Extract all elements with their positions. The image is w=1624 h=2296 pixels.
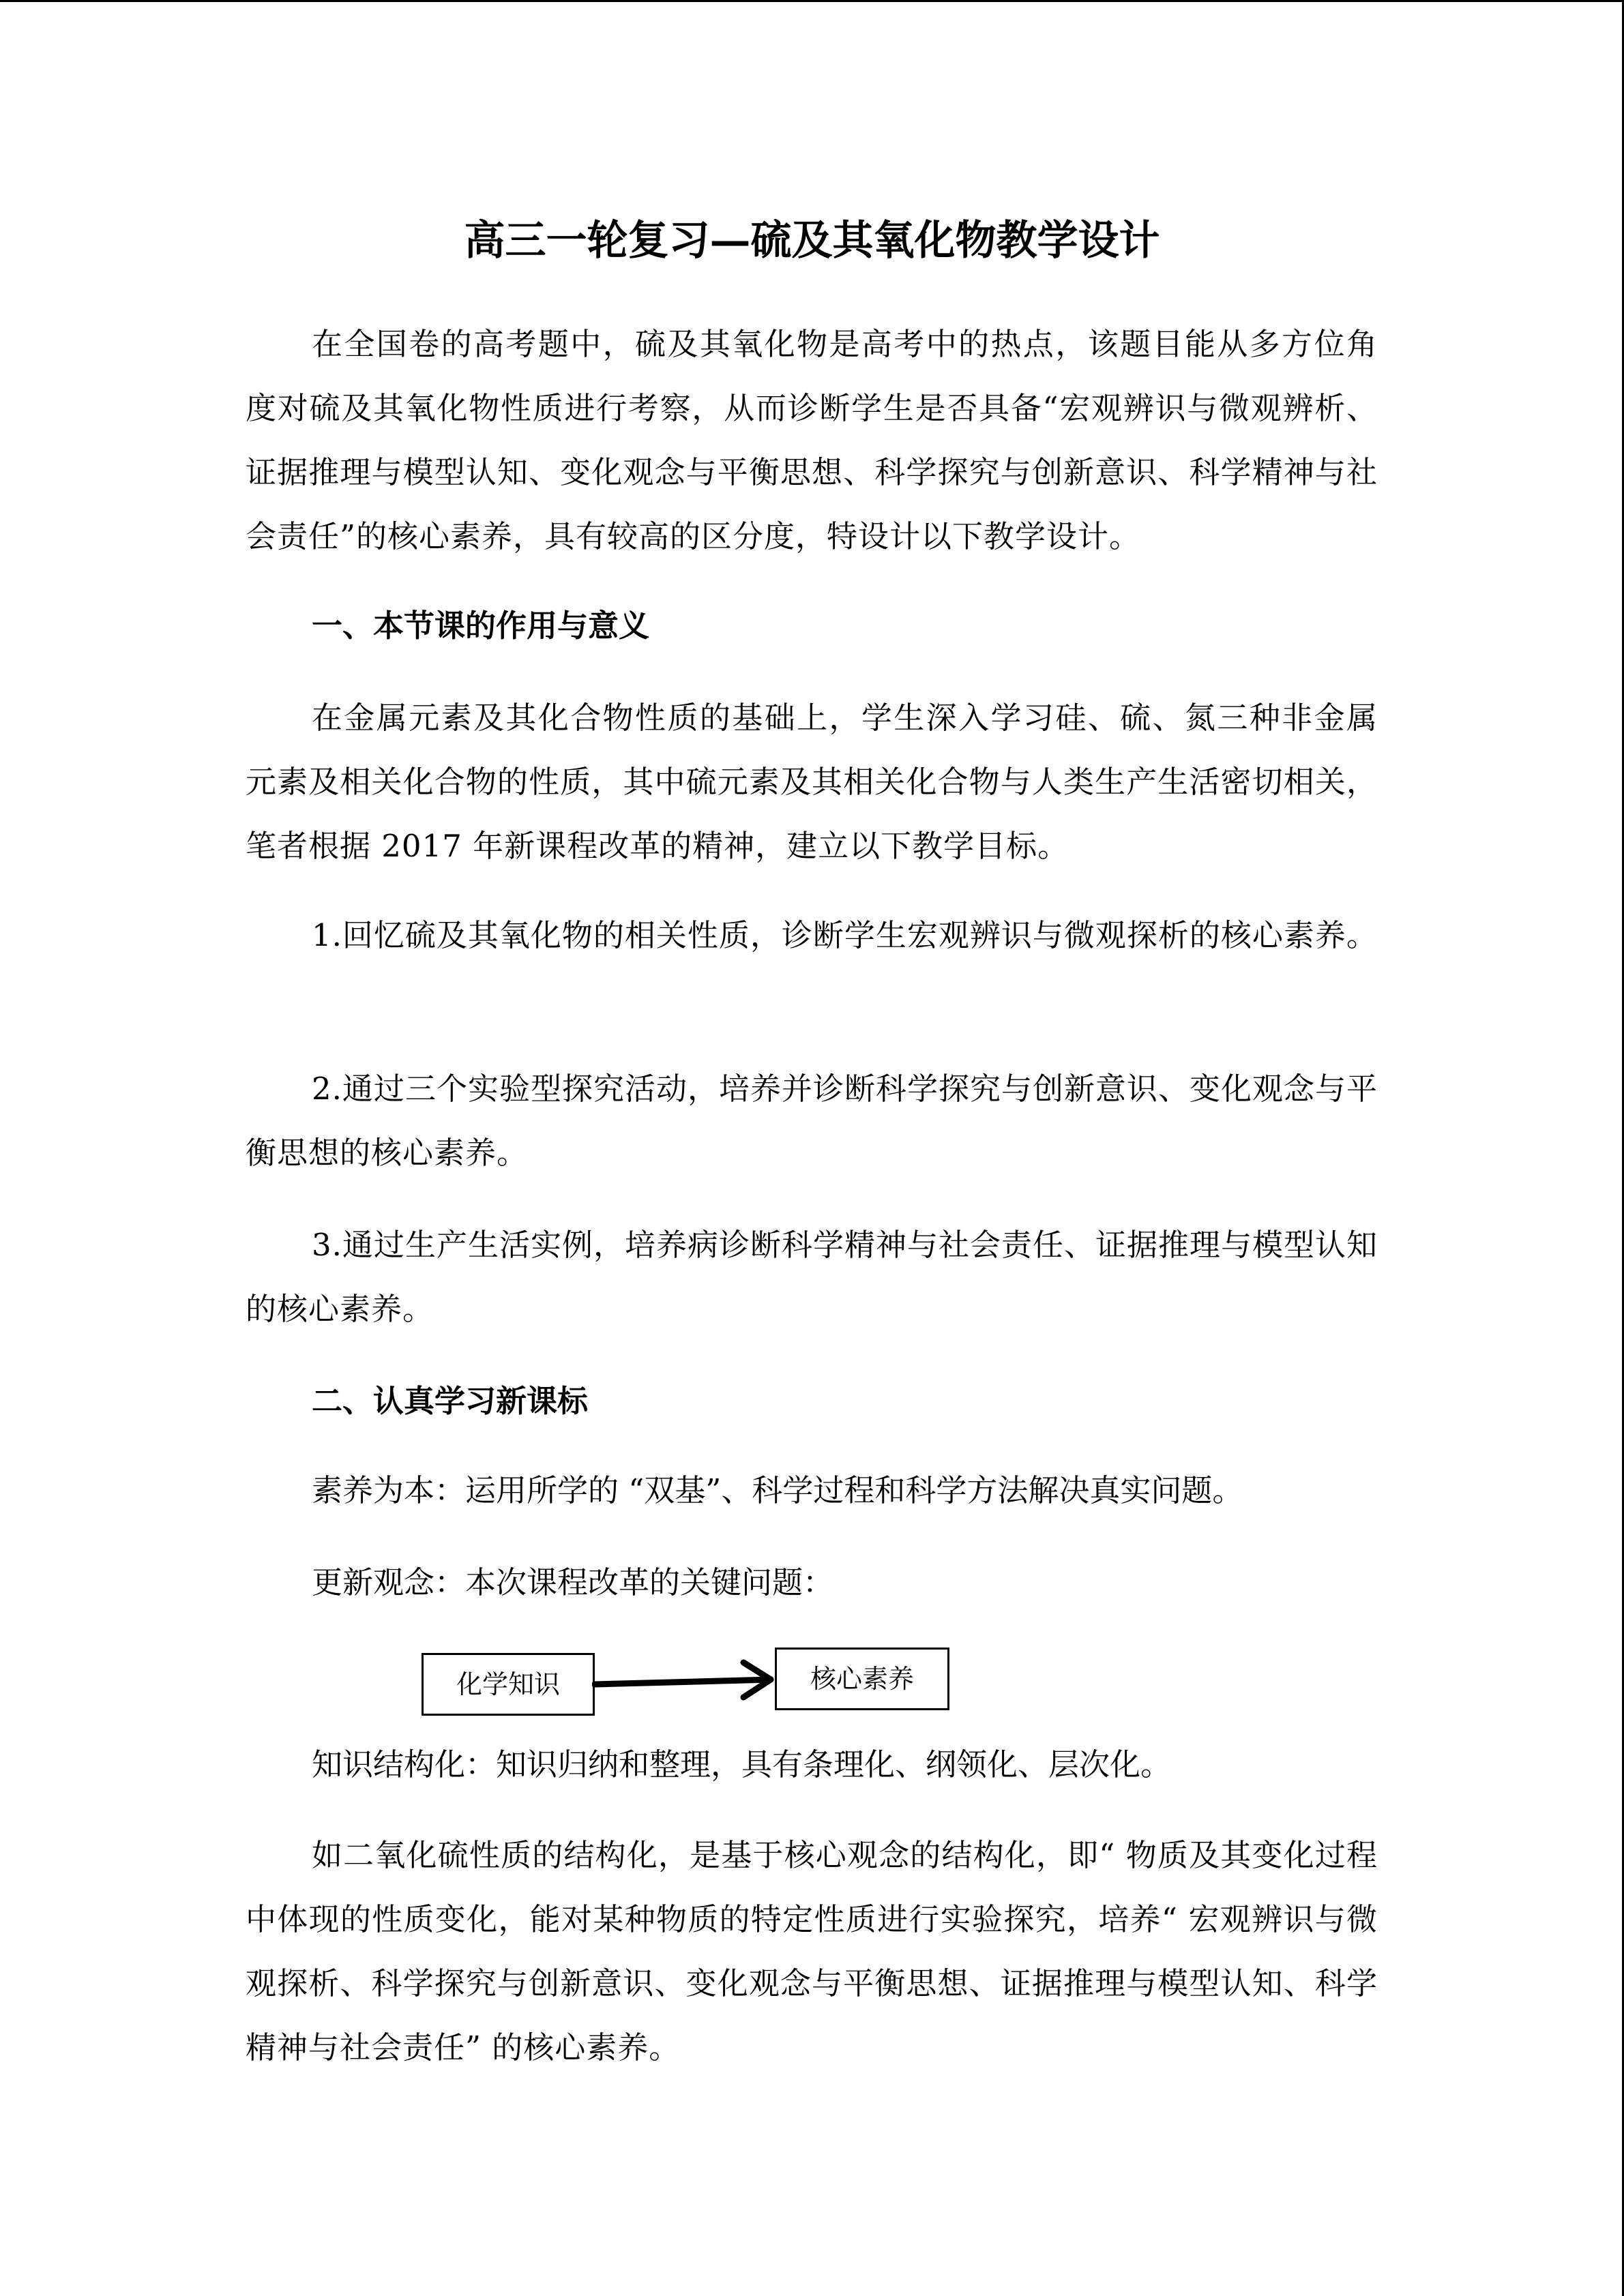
- structure-line: 知识结构化：知识归纳和整理，具有条理化、纲领化、层次化。: [312, 1746, 1172, 1783]
- diagram-box-chemistry-knowledge: 化学知识: [422, 1653, 595, 1716]
- diagram-box-core-literacy: 核心素养: [775, 1648, 949, 1710]
- section-1-heading: 一、本节课的作用与意义: [312, 608, 650, 644]
- goal-1: 1.回忆硫及其氧化物的相关性质，诊断学生宏观辨识与微观探析的核心素养。: [312, 917, 1378, 953]
- literacy-line: 素养为本：运用所学的 “双基”、科学过程和科学方法解决真实问题。: [312, 1472, 1243, 1508]
- section-1-paragraph: 在金属元素及其化合物性质的基础上，学生深入学习硅、硫、氮三种非金属元素及相关化合物的性质，其中硫元素及其相关化合物与人类生产生活密切相关，笔者根据 2017 年新课程改革的精神，建立以下教学目标。: [246, 700, 1378, 864]
- goal-2: 2.通过三个实验型探究活动，培养并诊断科学探究与创新意识、变化观念与平衡思想的核心素养。: [246, 1071, 1378, 1171]
- intro-paragraph: 在全国卷的高考题中，硫及其氧化物是高考中的热点，该题目能从多方位角度对硫及其氧化物性质进行考察，从而诊断学生是否具备“宏观辨识与微观辨析、证据推理与模型认知、变化观念与平衡思想、科学探究与创新意识、科学精神与社会责任”的核心素养，具有较高的区分度，特设计以下教学设计。: [246, 326, 1378, 554]
- example-paragraph: 如二氧化硫性质的结构化，是基于核心观念的结构化，即“ 物质及其变化过程中体现的性质变化，能对某种物质的特定性质进行实验探究，培养“ 宏观辨识与微观探析、科学探究与创新意识、变化观念与平衡思想、证据推理与模型认知、科学精神与社会责任” 的核心素养。: [246, 1837, 1378, 2066]
- section-2-heading: 二、认真学习新课标: [312, 1383, 589, 1419]
- diagram-arrow-icon: [592, 1652, 776, 1714]
- goal-3: 3.通过生产生活实例，培养病诊断科学精神与社会责任、证据推理与模型认知的核心素养。: [246, 1227, 1378, 1327]
- concept-line: 更新观念：本次课程改革的关键问题：: [312, 1564, 834, 1600]
- document-title: 高三一轮复习—硫及其氧化物教学设计: [464, 217, 1160, 265]
